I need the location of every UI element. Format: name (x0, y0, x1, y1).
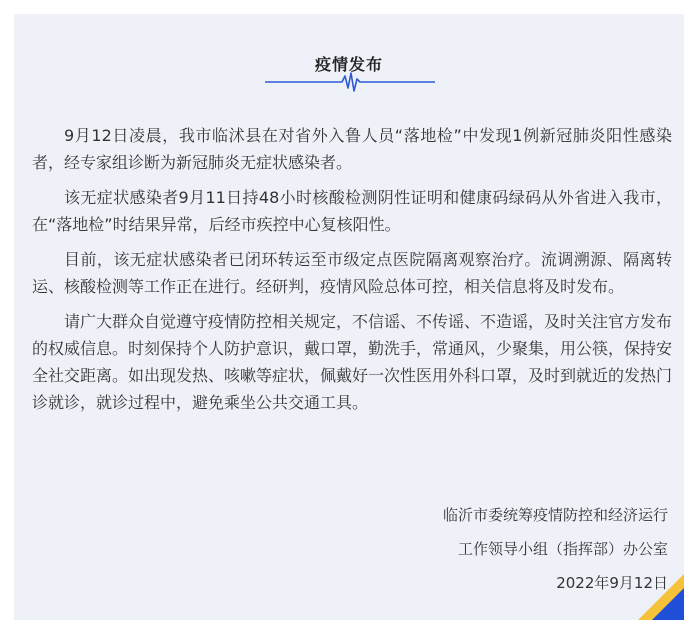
notice-paragraph: 该无症状感染者9月11日持48小时核酸检测阴性证明和健康码绿码从外省进入我市，在“落地检”时结果异常，后经市疾控中心复核阳性。 (32, 188, 672, 234)
signature-date: 2022年9月12日 (556, 574, 668, 592)
heartbeat-divider-icon (265, 70, 435, 94)
notice-paragraph: 9月12日凌晨，我市临沭县在对省外入鲁人员“落地检”中发现1例新冠肺炎阳性感染者，经专家组诊断为新冠肺炎无症状感染者。 (32, 126, 672, 172)
notice-panel (14, 14, 684, 620)
notice-paragraph: 请广大群众自觉遵守疫情防控相关规定，不信谣、不传谣、不造谣，及时关注官方发布的权威信息。时刻保持个人防护意识，戴口罩，勤洗手，常通风，少聚集，用公筷，保持安全社交距离。如出现发热、咳嗽等症状，佩戴好一次性医用外科口罩，及时到就近的发热门诊就诊，就诊过程中，避免乘坐公共交通工具。 (32, 312, 673, 412)
notice-paragraph: 目前，该无症状感染者已闭环转运至市级定点医院隔离观察治疗。流调溯源、隔离转运、核酸检测等工作正在进行。经研判，疫情风险总体可控，相关信息将及时发布。 (32, 250, 672, 296)
notice-body (32, 122, 672, 424)
notice-title: 疫情发布 (314, 55, 383, 74)
signature-org-line2: 工作领导小组（指挥部）办公室 (457, 540, 668, 558)
signature-block (443, 498, 668, 600)
corner-accent-icon (638, 574, 684, 620)
signature-org-line1: 临沂市委统筹疫情防控和经济运行 (442, 506, 668, 524)
